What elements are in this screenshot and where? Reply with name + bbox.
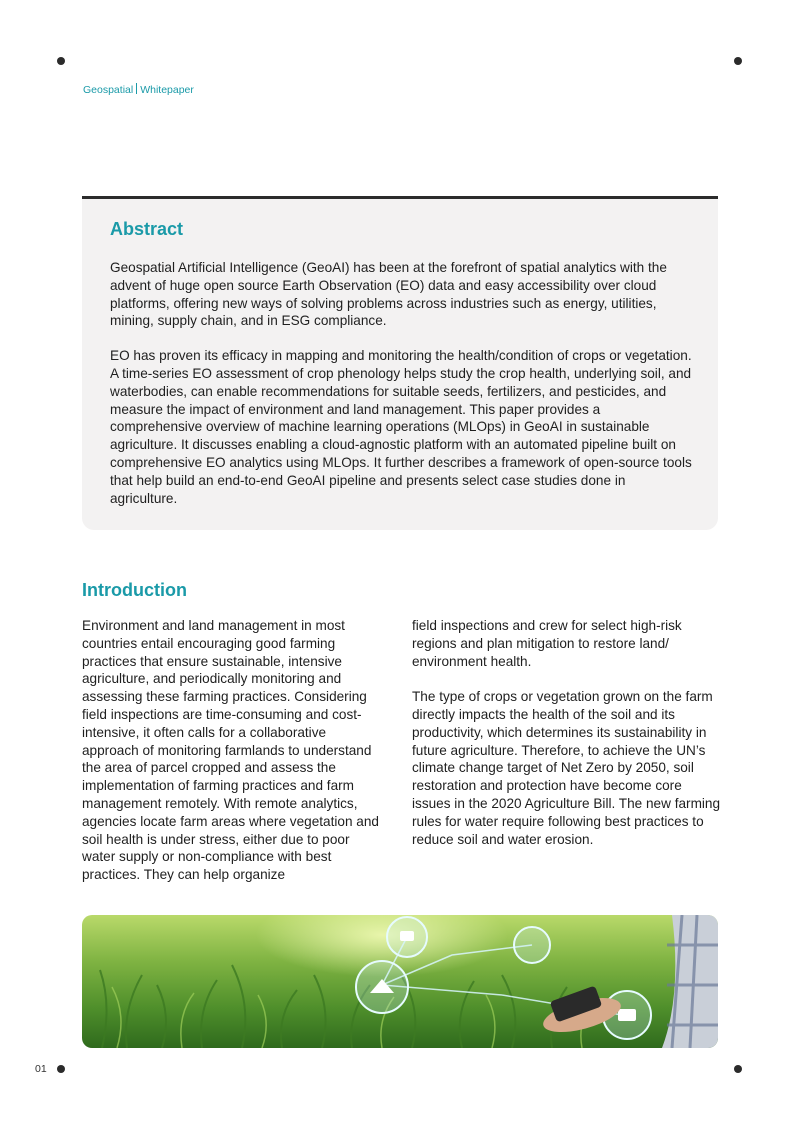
abstract-paragraph: Geospatial Artificial Intelligence (GeoAI) has been at the forefront of spatial analytics with the advent of huge open source Earth Observation (EO) data and easy accessibility over cloud platforms, offering new ways of solving problems across industries such as energy, utilities, mining, supply chain, and in ESG compliance. xyxy=(110,260,667,329)
header-category: Geospatial xyxy=(83,84,134,96)
grass-blades xyxy=(100,965,567,1048)
introduction-left-column xyxy=(82,617,384,902)
smart-farming-photo xyxy=(82,915,718,1048)
header-doc-type: Whitepaper xyxy=(140,84,194,96)
introduction-title: Introduction xyxy=(82,580,187,600)
corner-dot-bottom-right xyxy=(734,1065,742,1073)
page-number: 01 xyxy=(35,1063,47,1075)
abstract-body xyxy=(110,259,695,524)
header-separator xyxy=(136,83,137,94)
introduction-right-column xyxy=(412,617,722,866)
smart-farming-illustration xyxy=(82,915,718,1048)
abstract-paragraph: EO has proven its efficacy in mapping and monitoring the health/condition of crops or vegetation. A time-series EO assessment of crop phenology helps study the crop health, underlying soil, and waterbodies, can enable recommendations for suitable seeds, fertilizers, and pesticides, and measure the impact of environment and land management. This paper provides a comprehensive overview of machine learning operations (MLOps) in GeoAI in sustainable agriculture. It discusses enabling a cloud-agnostic platform with an automated pipeline built on comprehensive EO analytics using MLOps. It further describes a framework of open-source tools that help build an end-to-end GeoAI pipeline and presents select case studies done in agriculture. xyxy=(110,348,692,506)
corner-dot-bottom-left xyxy=(57,1065,65,1073)
introduction-paragraph: The type of crops or vegetation grown on the farm directly impacts the health of the soil and its productivity, which determines its sustainability in future agriculture. Therefore, to achieve the UN’s climate change target of Net Zero by 2050, soil restoration and protection have become core issues in the 2020 Agriculture Bill. The new farming rules for water require following best practices to reduce soil and water erosion. xyxy=(412,689,721,847)
abstract-title: Abstract xyxy=(110,219,184,239)
abstract-section xyxy=(82,196,718,530)
plaid-sleeve xyxy=(662,915,718,1048)
doc-header-label xyxy=(83,83,194,96)
corner-dot-top-right xyxy=(734,57,742,65)
corner-dot-top-left xyxy=(57,57,65,65)
introduction-paragraph: field inspections and crew for select high-risk regions and plan mitigation to restore land/ environment health. xyxy=(412,618,682,669)
introduction-paragraph: Environment and land management in most countries entail encouraging good farming practices that ensure sustainable, intensive agriculture, and periodically monitoring and assessing these farming practices. Considering field inspections are time-consuming and cost-intensive, it often calls for a collaborative approach of monitoring farmlands to understand the area of parcel cropped and assess the implementation of farming practices and farm management remotely. With remote analytics, agencies locate farm areas where vegetation and soil health is under stress, either due to poor water supply or non-compliance with best practices. They can help organize xyxy=(82,618,379,883)
